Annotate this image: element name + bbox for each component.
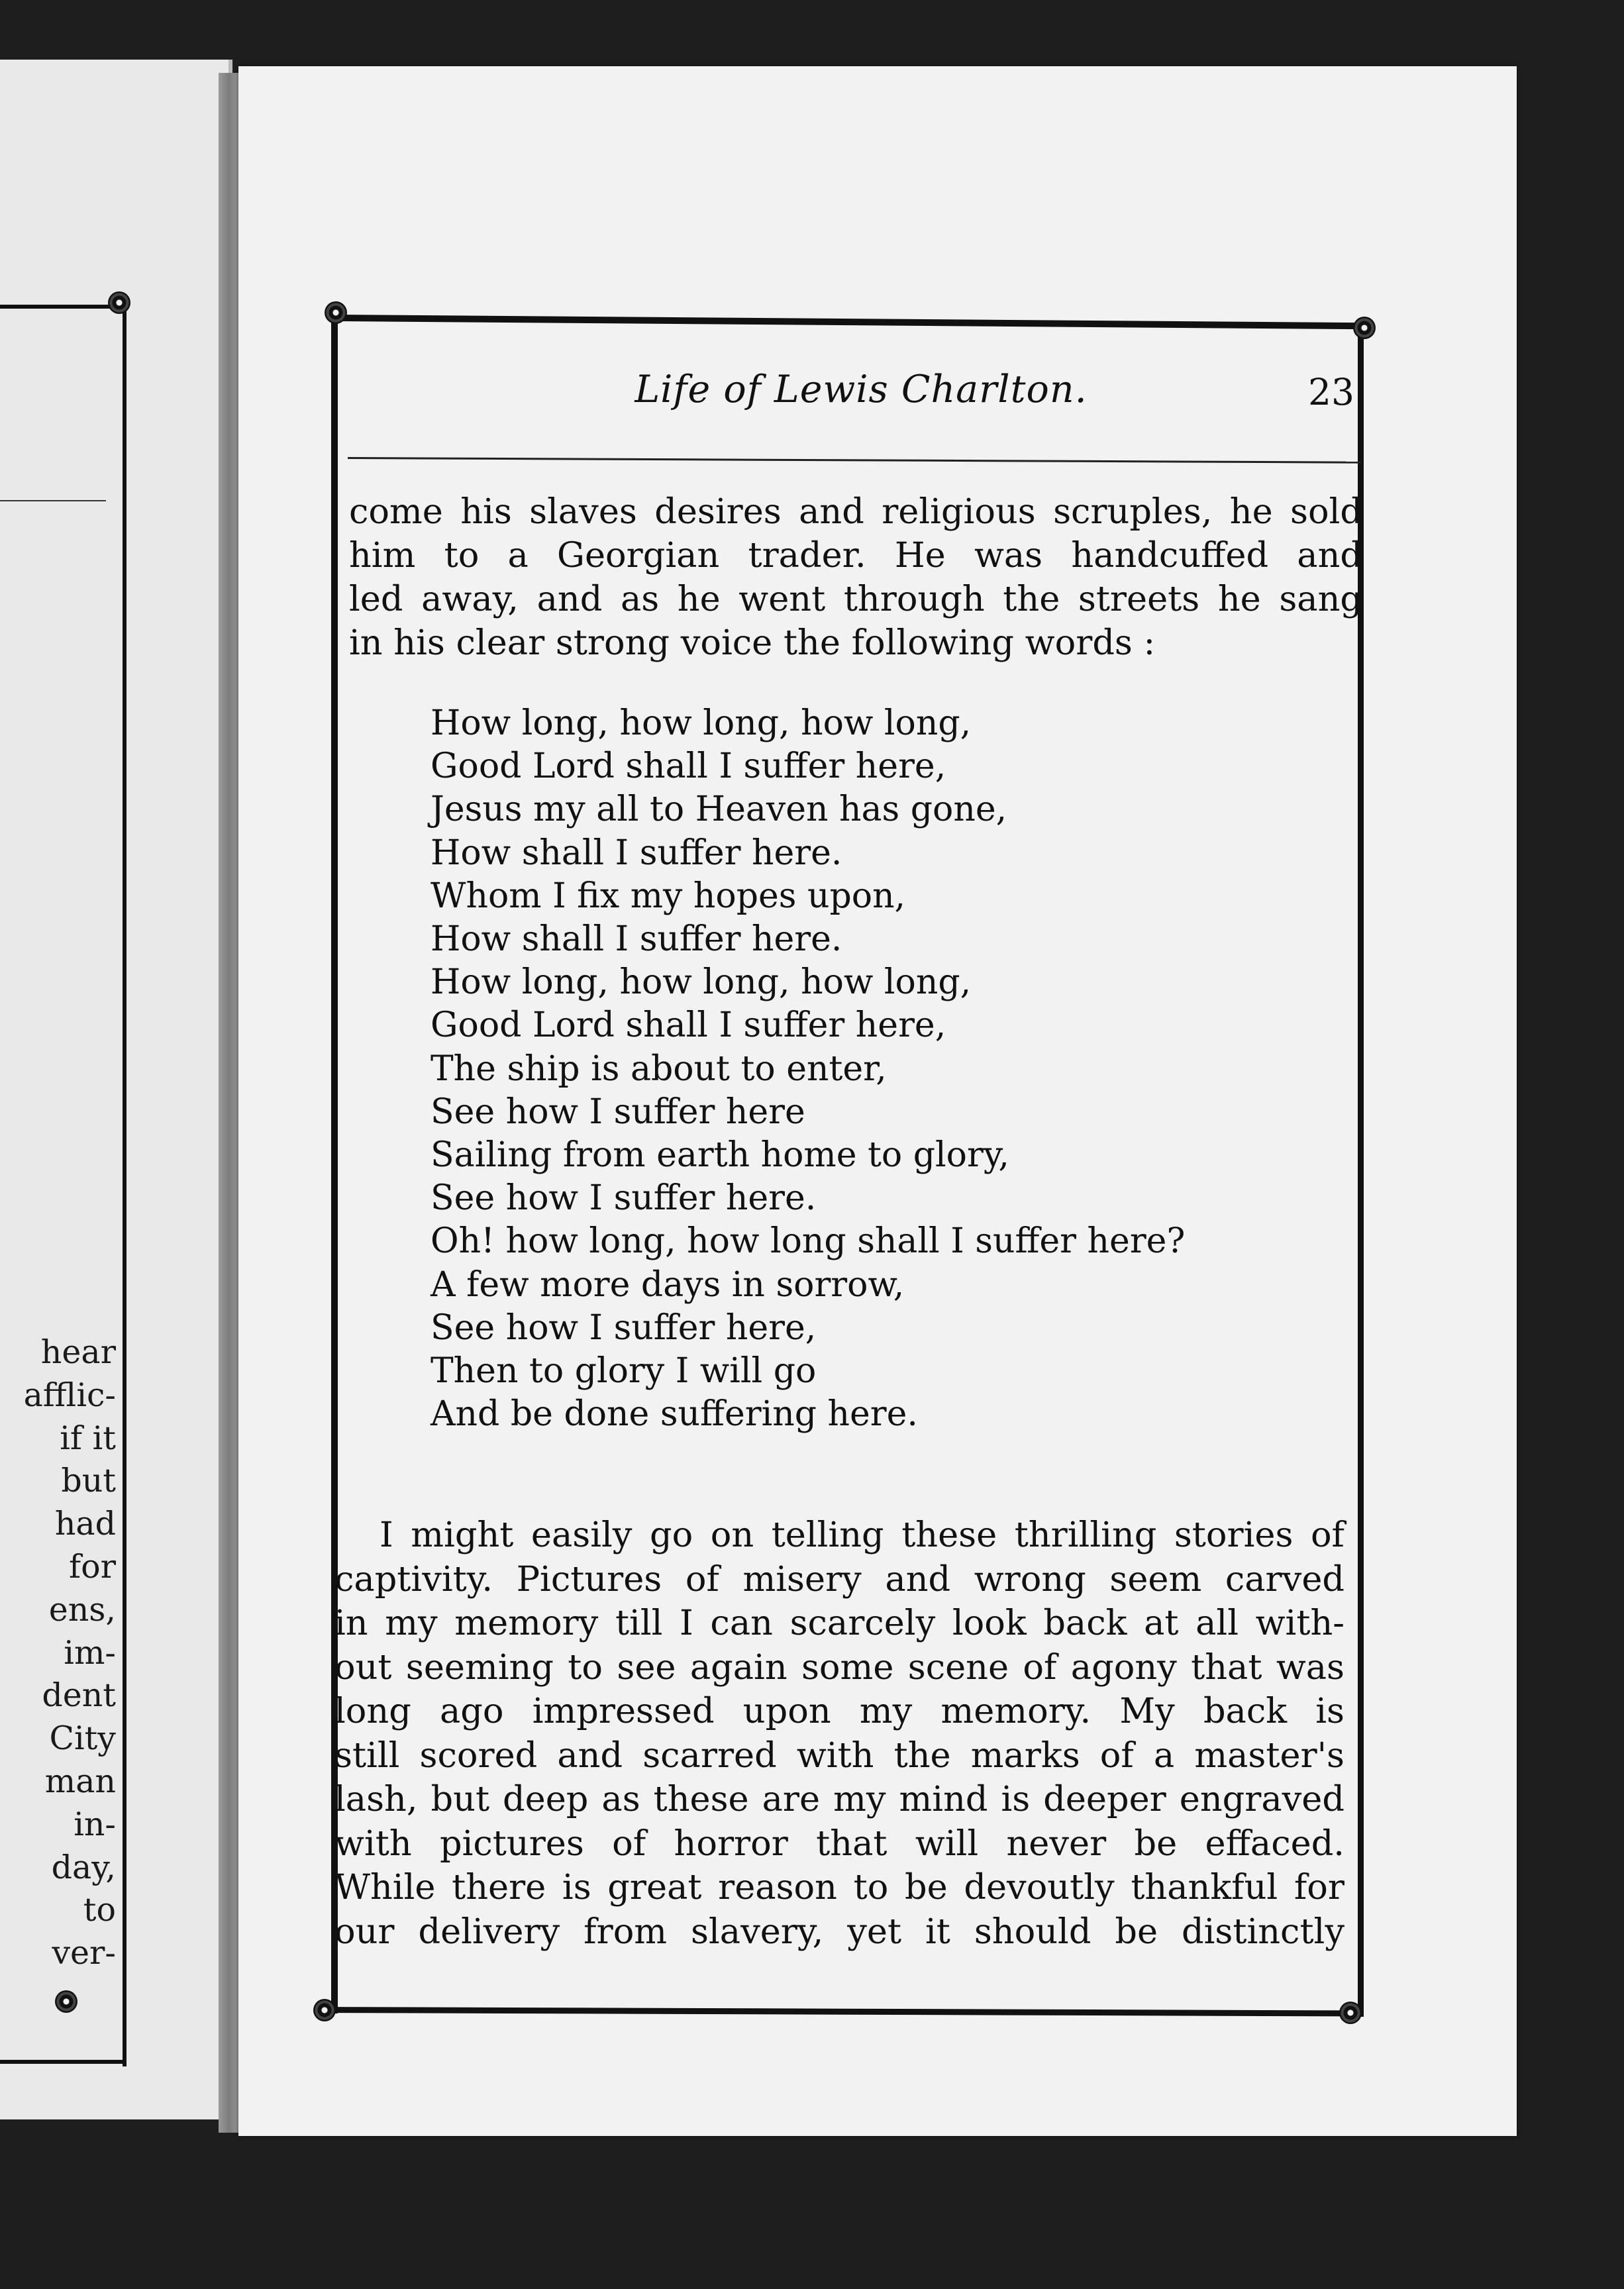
left-fragment-line: man	[44, 1762, 116, 1800]
verse-line: And be done suffering here.	[431, 1394, 918, 1435]
verse-line: Good Lord shall I suffer here,	[431, 746, 946, 787]
left-fragment-line: ver-	[52, 1934, 116, 1972]
left-page-corner-ornament	[55, 1990, 77, 2013]
text-line: led away, and as he went through the streets he sang	[349, 579, 1362, 619]
text-line: lash, but deep as these are my mind is deeper engraved	[334, 1779, 1345, 1819]
verse-line: See how I suffer here	[431, 1092, 805, 1132]
text-line: him to a Georgian trader. He was handcuffed and	[349, 535, 1362, 576]
verse-line: How long, how long, how long,	[431, 703, 972, 743]
verse-line: See how I suffer here.	[431, 1178, 817, 1219]
page-number: 23	[1308, 371, 1354, 413]
frame-corner-ornament-top-right	[1353, 317, 1376, 339]
text-line: our delivery from slavery, yet it should be distinctly	[334, 1911, 1345, 1952]
frame-corner-ornament-top-left	[325, 301, 347, 324]
verse-line: How long, how long, how long,	[431, 962, 972, 1003]
frame-corner-ornament-bottom-right	[1339, 2002, 1362, 2024]
left-fragment-line: if it	[60, 1419, 116, 1457]
verse-line: The ship is about to enter,	[431, 1048, 887, 1089]
left-fragment-line: for	[68, 1547, 116, 1586]
left-fragment-line: hear	[40, 1333, 116, 1371]
song-verse	[431, 702, 1225, 1436]
paragraph	[334, 1513, 1345, 1954]
verse-line: See how I suffer here,	[431, 1307, 817, 1348]
left-page-text-fragments	[0, 1331, 116, 1975]
verse-line: Jesus my all to Heaven has gone,	[431, 789, 1007, 830]
verse-line: How shall I suffer here.	[431, 919, 842, 960]
left-fragment-line: in-	[74, 1805, 116, 1843]
verse-line: Oh! how long, how long shall I suffer here?	[431, 1221, 1186, 1262]
left-facing-page	[0, 60, 232, 2119]
text-line: I might easily go on telling these thrilling stories of	[380, 1515, 1345, 1555]
text-line: with pictures of horror that will never be effaced.	[334, 1823, 1345, 1864]
text-line: in his clear strong voice the following words :	[349, 623, 1156, 663]
text-line: out seeming to see again some scene of agony that was	[334, 1647, 1345, 1688]
left-page-corner-ornament	[108, 291, 130, 314]
left-fragment-line: afflic-	[23, 1376, 116, 1414]
left-fragment-line: to	[83, 1891, 116, 1929]
verse-line: Whom I fix my hopes upon,	[431, 876, 906, 916]
text-line: come his slaves desires and religious scruples, he sold	[349, 491, 1362, 532]
text-line: While there is great reason to be devoutly thankful for	[334, 1867, 1345, 1907]
left-fragment-line: City	[49, 1719, 116, 1758]
left-fragment-line: dent	[42, 1676, 116, 1715]
left-fragment-line: im-	[64, 1633, 116, 1672]
verse-line: A few more days in sorrow,	[431, 1264, 905, 1305]
frame-corner-ornament-bottom-left	[313, 1999, 336, 2021]
left-fragment-line: ens,	[48, 1590, 116, 1629]
text-line: still scored and scarred with the marks of a master's	[334, 1735, 1345, 1776]
left-page-bottom-rule	[0, 2060, 123, 2064]
running-head: Life of Lewis Charlton.	[634, 368, 1088, 411]
verse-line: Good Lord shall I suffer here,	[431, 1005, 946, 1046]
text-line: long ago impressed upon my memory. My back is	[334, 1691, 1345, 1731]
left-fragment-line: had	[54, 1505, 116, 1543]
text-line: captivity. Pictures of misery and wrong seem carved	[334, 1558, 1345, 1600]
verse-line: Sailing from earth home to glory,	[431, 1135, 1009, 1176]
verse-line: How shall I suffer here.	[431, 833, 842, 873]
paragraph-continued	[349, 490, 1362, 665]
text-line: in my memory till I can scarcely look back at all with-	[334, 1603, 1345, 1643]
left-fragment-line: but	[61, 1462, 116, 1500]
left-fragment-line: day,	[51, 1848, 116, 1886]
verse-line: Then to glory I will go	[431, 1351, 817, 1392]
